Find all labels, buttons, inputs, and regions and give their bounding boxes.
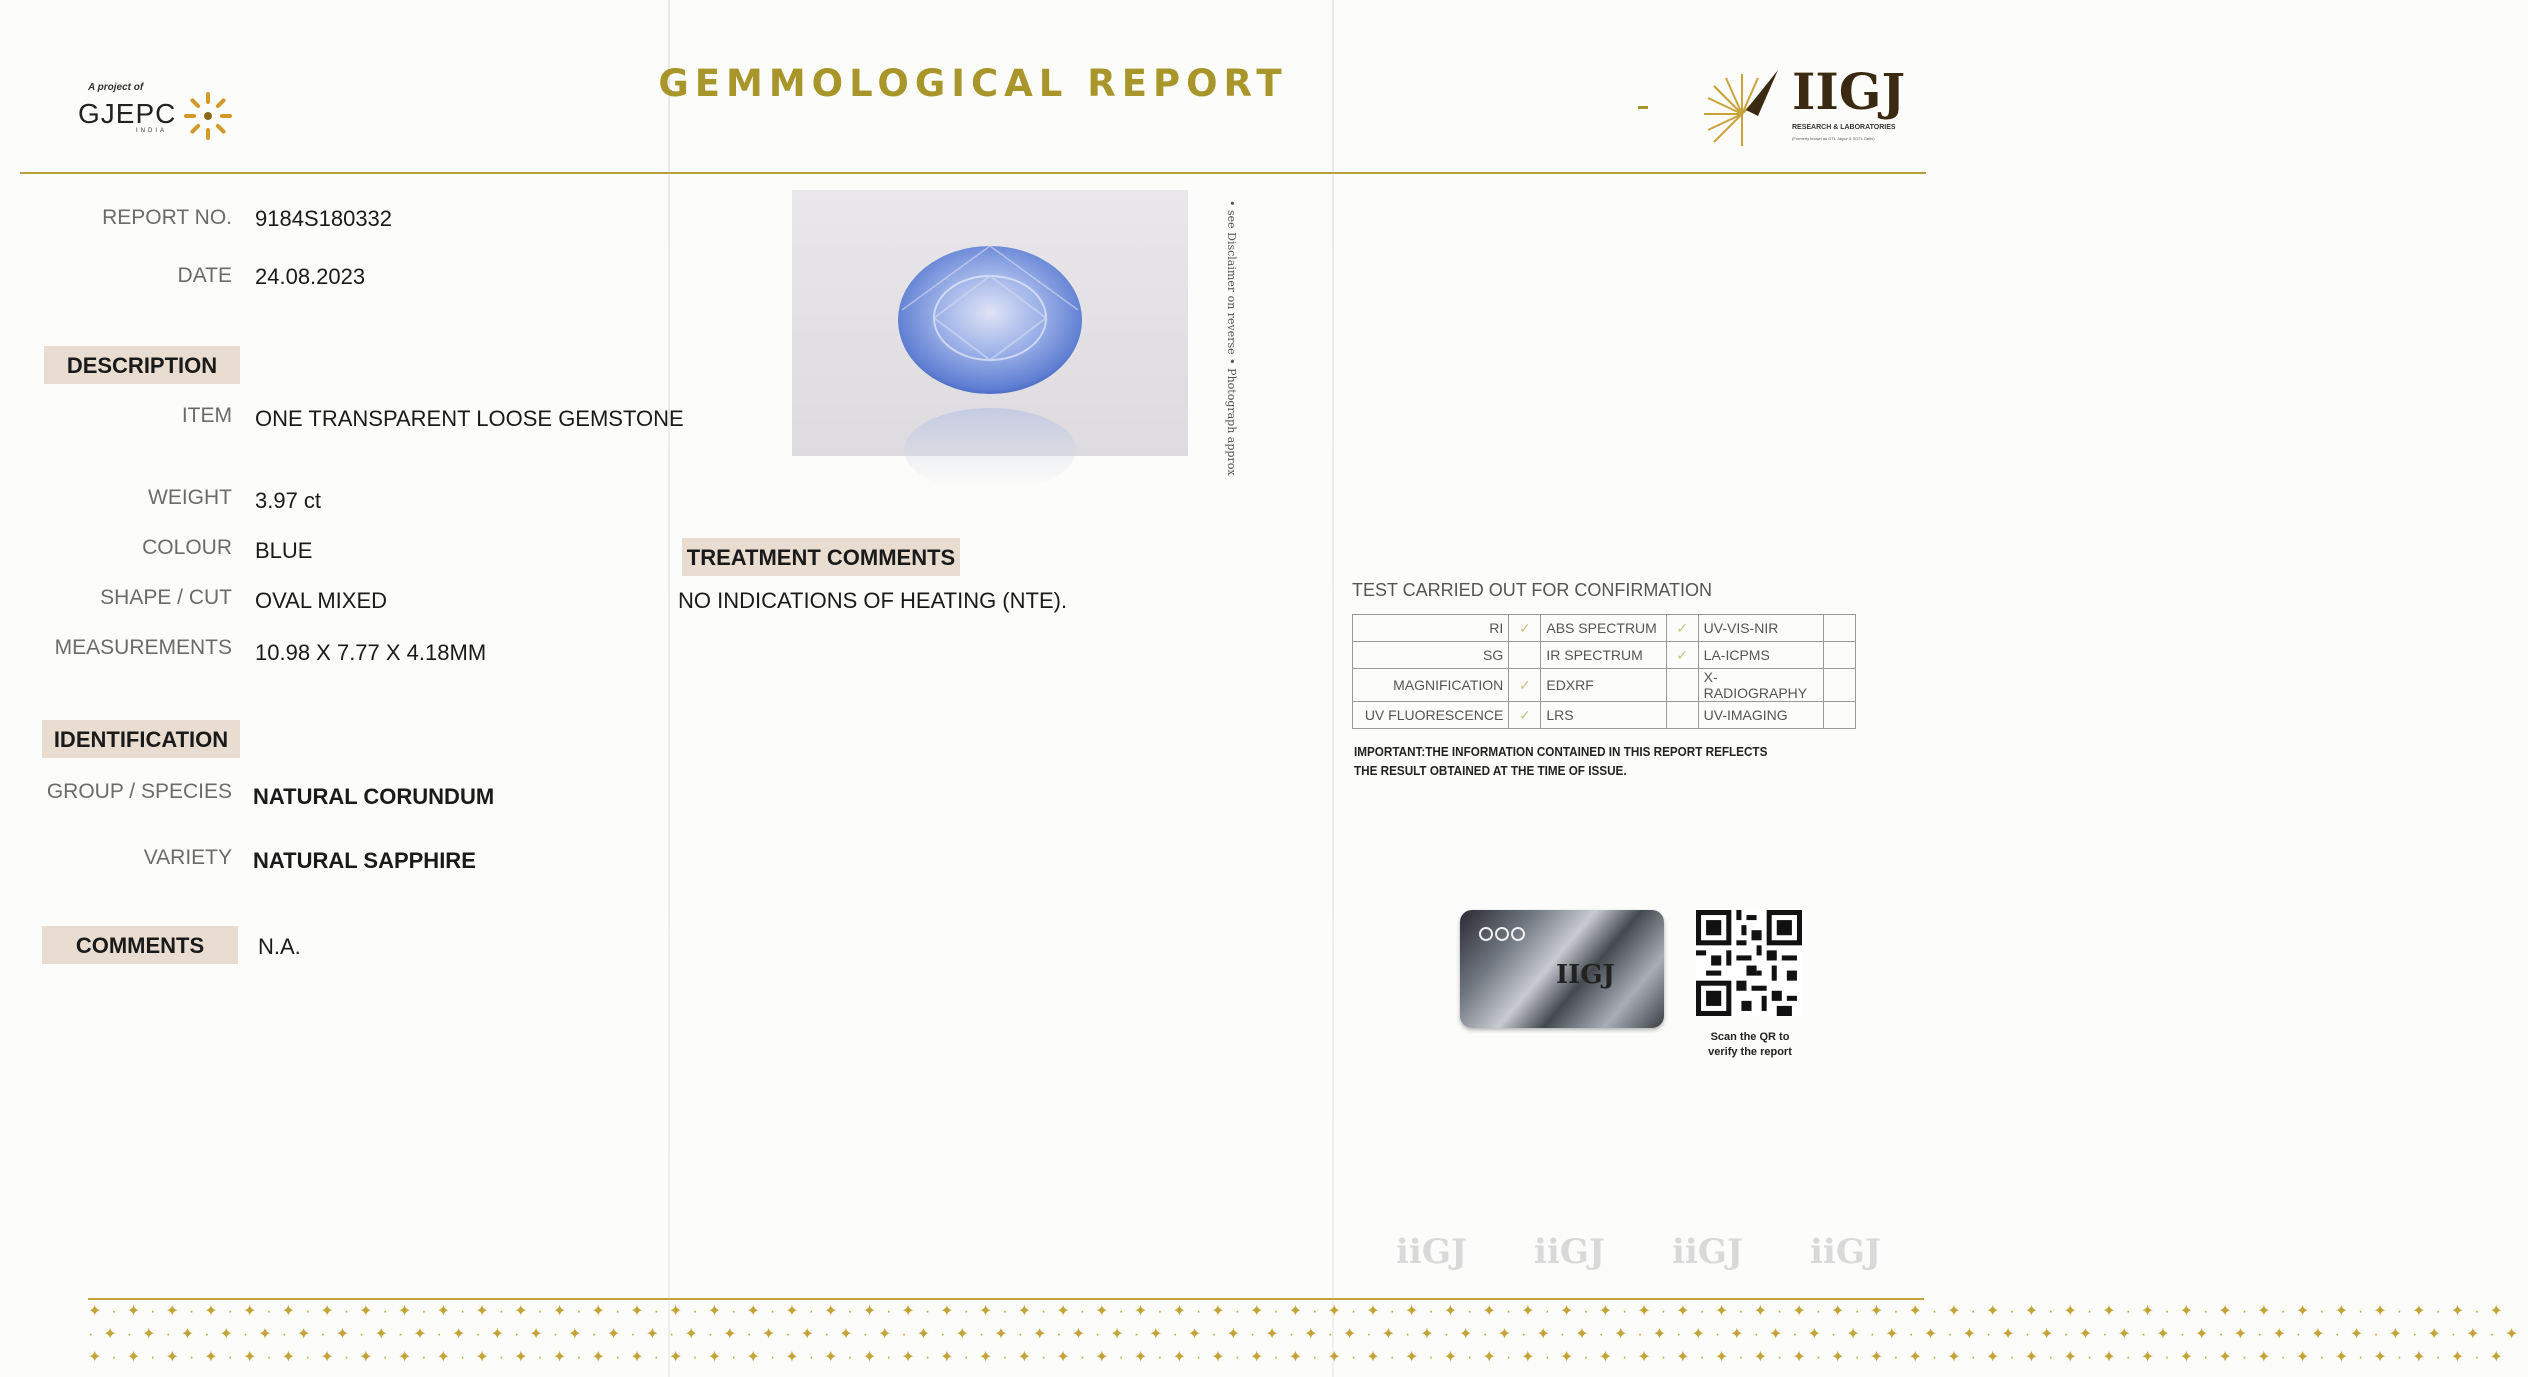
description-heading: DESCRIPTION (44, 346, 240, 384)
test-label: SG (1353, 642, 1509, 669)
sapphire-icon (792, 190, 1188, 456)
empty-check-cell (1823, 642, 1855, 669)
check-icon: ✓ (1509, 669, 1541, 702)
empty-check-cell (1823, 702, 1855, 729)
empty-check-cell (1823, 615, 1855, 642)
check-icon: ✓ (1509, 702, 1541, 729)
qr-caption-line-1: Scan the QR to (1710, 1031, 1790, 1043)
test-label: MAGNIFICATION (1353, 669, 1509, 702)
tests-title: TEST CARRIED OUT FOR CONFIRMATION (1352, 580, 1713, 600)
group-label: GROUP / SPECIES (46, 780, 232, 803)
tests-table (1352, 614, 1856, 729)
colour-label: COLOUR (142, 536, 232, 559)
iigj-logo-text: IIGJ (1792, 62, 1906, 121)
header-rule (20, 172, 1926, 174)
check-icon: ✓ (1666, 642, 1698, 669)
date-value: 24.08.2023 (255, 264, 366, 289)
watermark-logo: iiGJ (1672, 1232, 1743, 1272)
variety-value: NATURAL SAPPHIRE (253, 848, 476, 873)
report-no-label: REPORT NO. (102, 206, 232, 229)
tests-row (1353, 669, 1856, 702)
treatment-heading: TREATMENT COMMENTS (682, 538, 960, 576)
watermark-logo: iiGJ (1396, 1232, 1467, 1272)
test-label: X-RADIOGRAPHY (1698, 669, 1823, 702)
measurements-label: MEASUREMENTS (54, 636, 232, 659)
iigj-logo-sub: RESEARCH & LABORATORIES (1792, 124, 1896, 131)
check-icon: ✓ (1666, 615, 1698, 642)
test-label: UV-IMAGING (1698, 702, 1823, 729)
iigj-logo-sub2: (Formerly known as GTL Jaipur & SGTL Delhi) (1792, 136, 1875, 141)
item-label: ITEM (181, 404, 232, 427)
page-title: GEMMOLOGICAL REPORT (658, 62, 1288, 105)
qr-caption (1690, 1030, 1810, 1060)
important-note: IMPORTANT:THE INFORMATION CONTAINED IN THIS REPORT REFLECTS THE RESULT OBTAINED AT THE TIME OF ISSUE. (1354, 744, 1768, 778)
variety-label: VARIETY (143, 846, 232, 869)
fold-line-right (1332, 0, 1334, 1377)
test-label: EDXRF (1541, 669, 1666, 702)
weight-label: WEIGHT (148, 486, 232, 509)
gjepc-logo-sub: INDIA (136, 128, 168, 134)
measurements-value: 10.98 X 7.77 X 4.18MM (255, 640, 487, 665)
qr-code-icon[interactable] (1696, 910, 1802, 1016)
group-value: NATURAL CORUNDUM (253, 784, 495, 809)
qr-caption-line-2: verify the report (1708, 1046, 1792, 1058)
check-icon (1666, 702, 1698, 729)
watermark-logo: iiGJ (1810, 1232, 1881, 1272)
decorative-star-border: ✦·✦·✦·✦·✦·✦·✦·✦·✦·✦·✦·✦·✦·✦·✦·✦·✦·✦·✦·✦·✦·✦·✦·✦·✦·✦·✦·✦·✦·✦·✦·✦·✦·✦·✦·✦·✦·✦·✦·✦·✦·✦·✦·✦·✦·✦·✦·✦·✦·✦·✦·✦·✦·✦·✦·✦·✦·✦·✦·✦·✦·✦·✦ ·✦·✦·✦·✦·✦·✦·✦·✦·✦·✦·✦·✦·✦·✦·✦·✦·✦·✦·✦·✦·✦·✦·✦·✦·✦·✦·✦·✦·✦·✦·✦·✦·✦·✦·✦·✦·✦·✦·✦·✦·✦·✦·✦·✦·✦·✦·✦·✦·✦·✦·✦·✦·✦·✦·✦·✦·✦·✦·✦·✦·✦·✦·✦ ✦·✦·✦·✦·✦·✦·✦·✦·✦·✦·✦·✦·✦·✦·✦·✦·✦·✦·✦·✦·✦·✦·✦·✦·✦·✦·✦·✦·✦·✦·✦·✦·✦·✦·✦·✦·✦·✦·✦·✦·✦·✦·✦·✦·✦·✦·✦·✦·✦·✦·✦·✦·✦·✦·✦·✦·✦·✦·✦·✦·✦·✦·✦ (88, 1303, 2528, 1366)
item-value: ONE TRANSPARENT LOOSE GEMSTONE (255, 406, 684, 431)
weight-value: 3.97 ct (255, 488, 322, 513)
treatment-text: NO INDICATIONS OF HEATING (NTE). (678, 588, 1068, 613)
hologram-text: IIGJ (1556, 960, 1615, 990)
watermark-logo: iiGJ (1534, 1232, 1605, 1272)
test-label: LRS (1541, 702, 1666, 729)
check-icon (1666, 669, 1698, 702)
test-label: UV FLUORESCENCE (1353, 702, 1509, 729)
gemstone-photo (792, 190, 1188, 456)
tests-row (1353, 615, 1856, 642)
empty-check-cell (1823, 669, 1855, 702)
identification-heading: IDENTIFICATION (42, 720, 240, 758)
hologram-emblem-icon (1476, 920, 1556, 960)
check-icon (1509, 642, 1541, 669)
check-icon: ✓ (1509, 615, 1541, 642)
tests-row (1353, 702, 1856, 729)
test-label: LA-ICPMS (1698, 642, 1823, 669)
test-label: ABS SPECTRUM (1541, 615, 1666, 642)
date-label: DATE (177, 264, 232, 287)
shape-value: OVAL MIXED (255, 588, 388, 613)
gjepc-tagline: A project of (88, 82, 144, 93)
test-label: UV-VIS-NIR (1698, 615, 1823, 642)
gjepc-logo-text: GJEPC (78, 98, 177, 129)
shape-label: SHAPE / CUT (100, 586, 232, 609)
iigj-starburst-icon (1700, 64, 1784, 148)
tests-row (1353, 642, 1856, 669)
report-no-value: 9184S180332 (255, 206, 393, 231)
comments-value: N.A. (258, 934, 301, 959)
fold-line-left (668, 0, 670, 1377)
header-dash (1638, 106, 1648, 109)
test-label: RI (1353, 615, 1509, 642)
test-label: IR SPECTRUM (1541, 642, 1666, 669)
photo-disclaimer: • see Disclaimer on reverse • Photograph approx (1225, 200, 1238, 476)
colour-value: BLUE (255, 538, 313, 563)
comments-heading: COMMENTS (42, 926, 238, 964)
